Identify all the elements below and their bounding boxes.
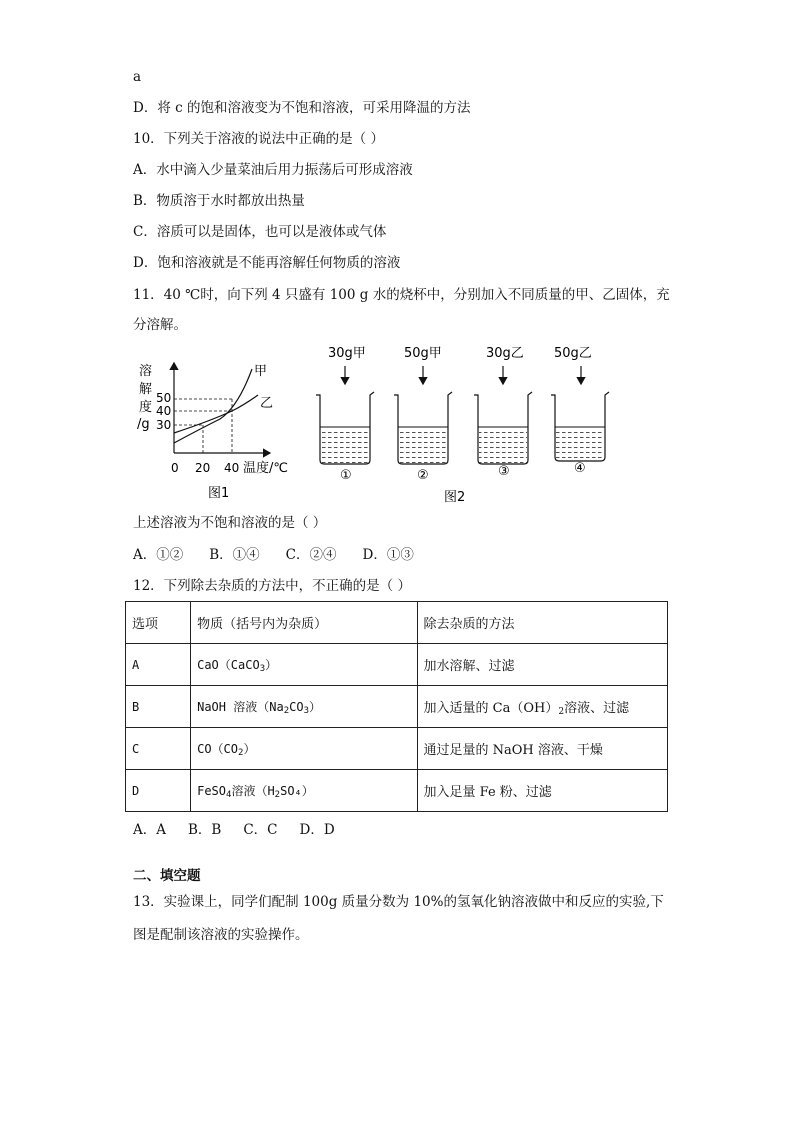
table-header-cell: 除去杂质的方法 <box>417 602 667 644</box>
beaker-1 <box>316 346 374 483</box>
fig1-ytick-50: 50 <box>156 391 172 405</box>
q9-fragment: a <box>133 69 142 85</box>
beaker-2 <box>394 346 452 483</box>
q11-stem-line2: 分溶解。 <box>133 317 187 333</box>
fig1-ytick-40: 40 <box>156 404 172 418</box>
row-option: A <box>126 644 191 686</box>
row-option: D <box>126 770 191 812</box>
row-substance: NaOH 溶液$(Na_2CO_3)$ <box>191 686 417 728</box>
q11-question: 上述溶液为不饱和溶液的是（ ） <box>133 515 327 531</box>
q13-line2: 图是配制该溶液的实验操作。 <box>133 927 309 943</box>
beaker-3-label: 30g乙 <box>486 346 524 361</box>
q11-option-c: C．②④ <box>285 547 337 563</box>
q11-options <box>133 545 414 565</box>
table-header-cell: 选项 <box>126 602 191 644</box>
section-title: 二、填空题 <box>133 868 201 884</box>
fig1-label-yi: 乙 <box>260 396 274 411</box>
row-method: 加入适量的 $Ca(OH)_2$溶液、过滤 <box>417 686 667 728</box>
row-substance: FeSO$_4$溶液$(H_2SO_4)$ <box>191 770 417 812</box>
fig1-ytick-30: 30 <box>156 418 172 432</box>
q12-options <box>133 820 335 840</box>
fig1-curve-yi <box>174 395 258 433</box>
table-row <box>126 728 668 770</box>
q10-option-c: C．溶质可以是固体，也可以是液体或气体 <box>133 224 387 240</box>
q12-stem: 12．下列除去杂质的方法中，不正确的是（ ） <box>133 578 411 594</box>
beaker-1-label: 30g甲 <box>328 346 366 361</box>
beaker-1-number: ① <box>340 468 352 483</box>
q11-option-d: D．①③ <box>362 547 414 563</box>
table-header-row <box>126 602 668 644</box>
fig1-ylabel-3: 度 <box>139 400 153 415</box>
figure-1-solubility-graph <box>130 355 300 505</box>
q9-option-d: D．将 c 的饱和溶液变为不饱和溶液，可采用降温的方法 <box>133 100 471 116</box>
fig1-ylabel-2: 解 <box>139 382 153 397</box>
fig1-xtick-40: 40 <box>224 461 240 475</box>
fig1-caption: 图1 <box>208 486 230 501</box>
beaker-2-number: ② <box>417 468 429 483</box>
row-option: B <box>126 686 191 728</box>
fig1-label-jia: 甲 <box>254 364 268 379</box>
beaker-4-number: ④ <box>574 461 586 476</box>
table-row <box>126 770 668 812</box>
q10-stem: 10．下列关于溶液的说法中正确的是（ ） <box>133 131 384 147</box>
q11-option-a: A．①② <box>133 547 184 563</box>
fig1-xtick-0: 0 <box>171 461 179 475</box>
table-row <box>126 686 668 728</box>
row-substance: $CO(CO_2)$ <box>191 728 417 770</box>
fig1-ylabel-1: 溶 <box>139 364 153 379</box>
beaker-2-label: 50g甲 <box>404 346 442 361</box>
table-row <box>126 644 668 686</box>
row-method: 加入足量 Fe 粉、过滤 <box>417 770 667 812</box>
q12-option-b: B．B <box>188 822 222 838</box>
fig1-xlabel: 温度/℃ <box>243 461 288 476</box>
q11-option-b: B．①④ <box>209 547 260 563</box>
figure-2-beakers <box>310 340 610 505</box>
q10-option-d: D．饱和溶液就是不能再溶解任何物质的溶液 <box>133 255 401 271</box>
row-substance: CaO（CaCO$_3$） <box>191 644 417 686</box>
q13-line1: 13．实验课上，同学们配制 100g 质量分数为 10%的氢氧化钠溶液做中和反应的实验,下 <box>133 894 664 910</box>
q12-option-c: C．C <box>243 822 278 838</box>
fig1-xtick-20: 20 <box>195 461 211 475</box>
fig1-ylabel-4: /g <box>137 417 150 432</box>
row-method: 加水溶解、过滤 <box>417 644 667 686</box>
q10-option-b: B．物质溶于水时都放出热量 <box>133 193 305 209</box>
q12-option-d: D．D <box>299 822 335 838</box>
fig2-caption: 图2 <box>444 490 466 505</box>
q10-option-a: A．水中滴入少量菜油后用力振荡后可形成溶液 <box>133 162 413 178</box>
q12-option-a: A．A <box>133 822 166 838</box>
beaker-3 <box>474 346 532 479</box>
row-option: C <box>126 728 191 770</box>
table-header-cell: 物质（括号内为杂质） <box>191 602 417 644</box>
q12-table <box>125 601 668 812</box>
beaker-3-number: ③ <box>498 464 510 479</box>
beaker-4-label: 50g乙 <box>554 346 592 361</box>
row-method: 通过足量的 NaOH 溶液、干燥 <box>417 728 667 770</box>
beaker-4 <box>551 346 609 476</box>
q11-stem-line1: 11．40 ℃时，向下列 4 只盛有 100 g 水的烧杯中，分别加入不同质量的甲、乙固体，充 <box>133 287 670 303</box>
